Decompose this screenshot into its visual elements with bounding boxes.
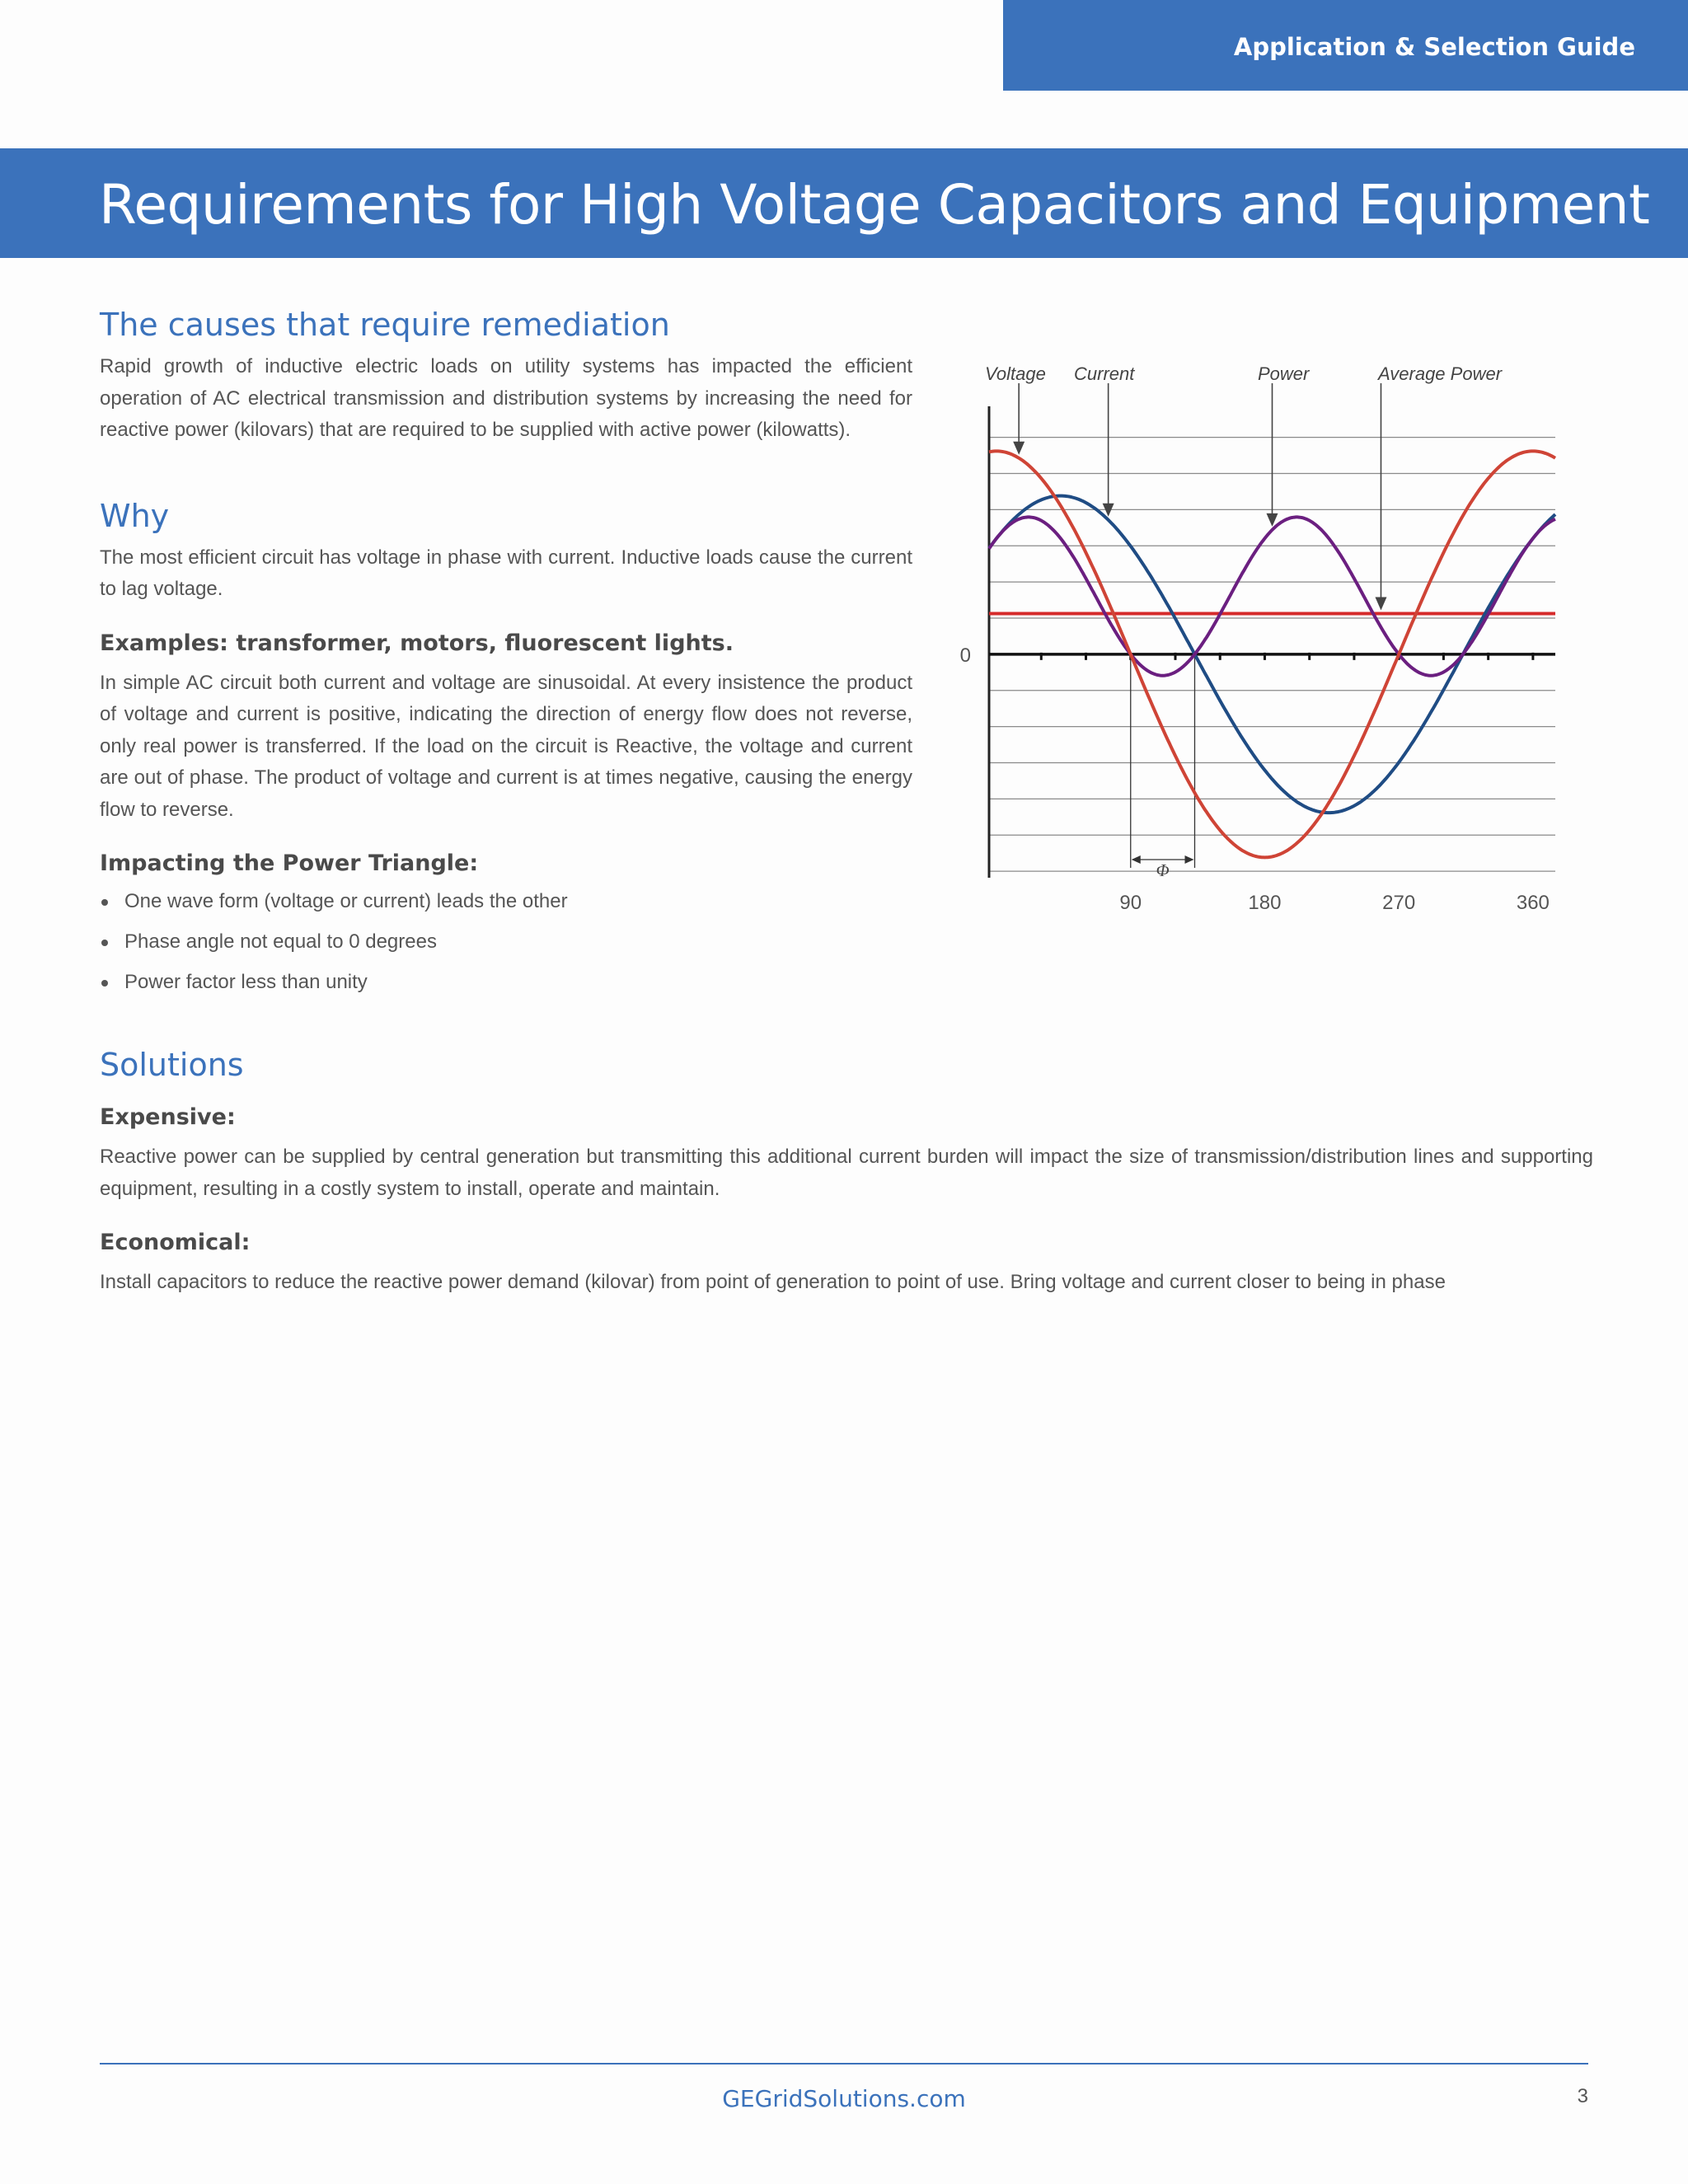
expensive-heading: Expensive:	[100, 1104, 236, 1130]
x-tick-label: 270	[1382, 892, 1416, 914]
phase-arrowhead	[1132, 855, 1141, 864]
examples-text: In simple AC circuit both current and voltage are sinusoidal. At every insistence the product of voltage and current is positive, indicating the direction of energy flow does not reverse, only real power is transferred. If the load on the circuit is Reactive, the voltage and current are out of phase. The product of voltage and current is at times negative, causing the energy flow to reverse.	[100, 671, 912, 821]
expensive-text: Reactive power can be supplied by central generation but transmitting this additional current burden will impact the size of transmission/distribution lines and supporting equipment, resulting in a costly system to install, operate and maintain.	[100, 1146, 1593, 1200]
annotation-label: Voltage	[985, 363, 1046, 384]
phase-arrowhead	[1184, 855, 1193, 864]
impact-heading: Impacting the Power Triangle:	[100, 851, 479, 876]
guide-label: Application & Selection Guide	[1233, 33, 1635, 61]
examples-heading: Examples: transformer, motors, fluorescent lights.	[100, 630, 734, 656]
x-tick-label: 90	[1119, 892, 1142, 914]
page-number: 3	[1577, 2085, 1588, 2107]
footer-rule	[100, 2063, 1588, 2064]
left-column	[100, 307, 912, 1002]
page-title: Requirements for High Voltage Capacitors and Equipment	[99, 173, 1650, 237]
title-band	[0, 148, 1688, 258]
list-item: One wave form (voltage or current) leads the other	[100, 881, 912, 921]
y-zero-label: 0	[959, 644, 971, 667]
waveform-chart	[956, 350, 1582, 927]
impact-list	[100, 881, 912, 1002]
causes-heading: The causes that require remediation	[100, 307, 670, 343]
x-tick-label: 180	[1248, 892, 1282, 914]
waveform-chart-svg	[956, 350, 1582, 927]
causes-text: Rapid growth of inductive electric loads on utility systems has impacted the efficient operation of AC electrical transmission and distribution systems by increasing the need for reactive power (kilovars) that are required to be supplied with active power (kilowatts).	[100, 355, 912, 441]
power-wave	[989, 517, 1555, 675]
annotation-arrowhead	[1013, 442, 1025, 455]
list-item: Power factor less than unity	[100, 962, 912, 1002]
solutions-heading: Solutions	[100, 1047, 244, 1083]
list-item: Phase angle not equal to 0 degrees	[100, 921, 912, 962]
footer-url[interactable]: GEGridSolutions.com	[722, 2085, 966, 2112]
why-heading: Why	[100, 497, 170, 534]
annotation-label: Current	[1074, 363, 1135, 384]
economical-text: Install capacitors to reduce the reactive power demand (kilovar) from point of generation to point of use. Bring voltage and current closer to being in phase	[100, 1271, 1446, 1293]
x-tick-label: 360	[1516, 892, 1550, 914]
economical-heading: Economical:	[100, 1230, 251, 1255]
annotation-label: Average Power	[1378, 363, 1503, 384]
annotation-label: Power	[1258, 363, 1310, 384]
why-text: The most efficient circuit has voltage in phase with current. Inductive loads cause the current to lag voltage.	[100, 546, 912, 600]
annotation-arrowhead	[1375, 598, 1386, 611]
phase-label: Φ	[1156, 860, 1170, 880]
solutions-section	[100, 1047, 1593, 1299]
guide-header-tab	[1003, 0, 1688, 91]
